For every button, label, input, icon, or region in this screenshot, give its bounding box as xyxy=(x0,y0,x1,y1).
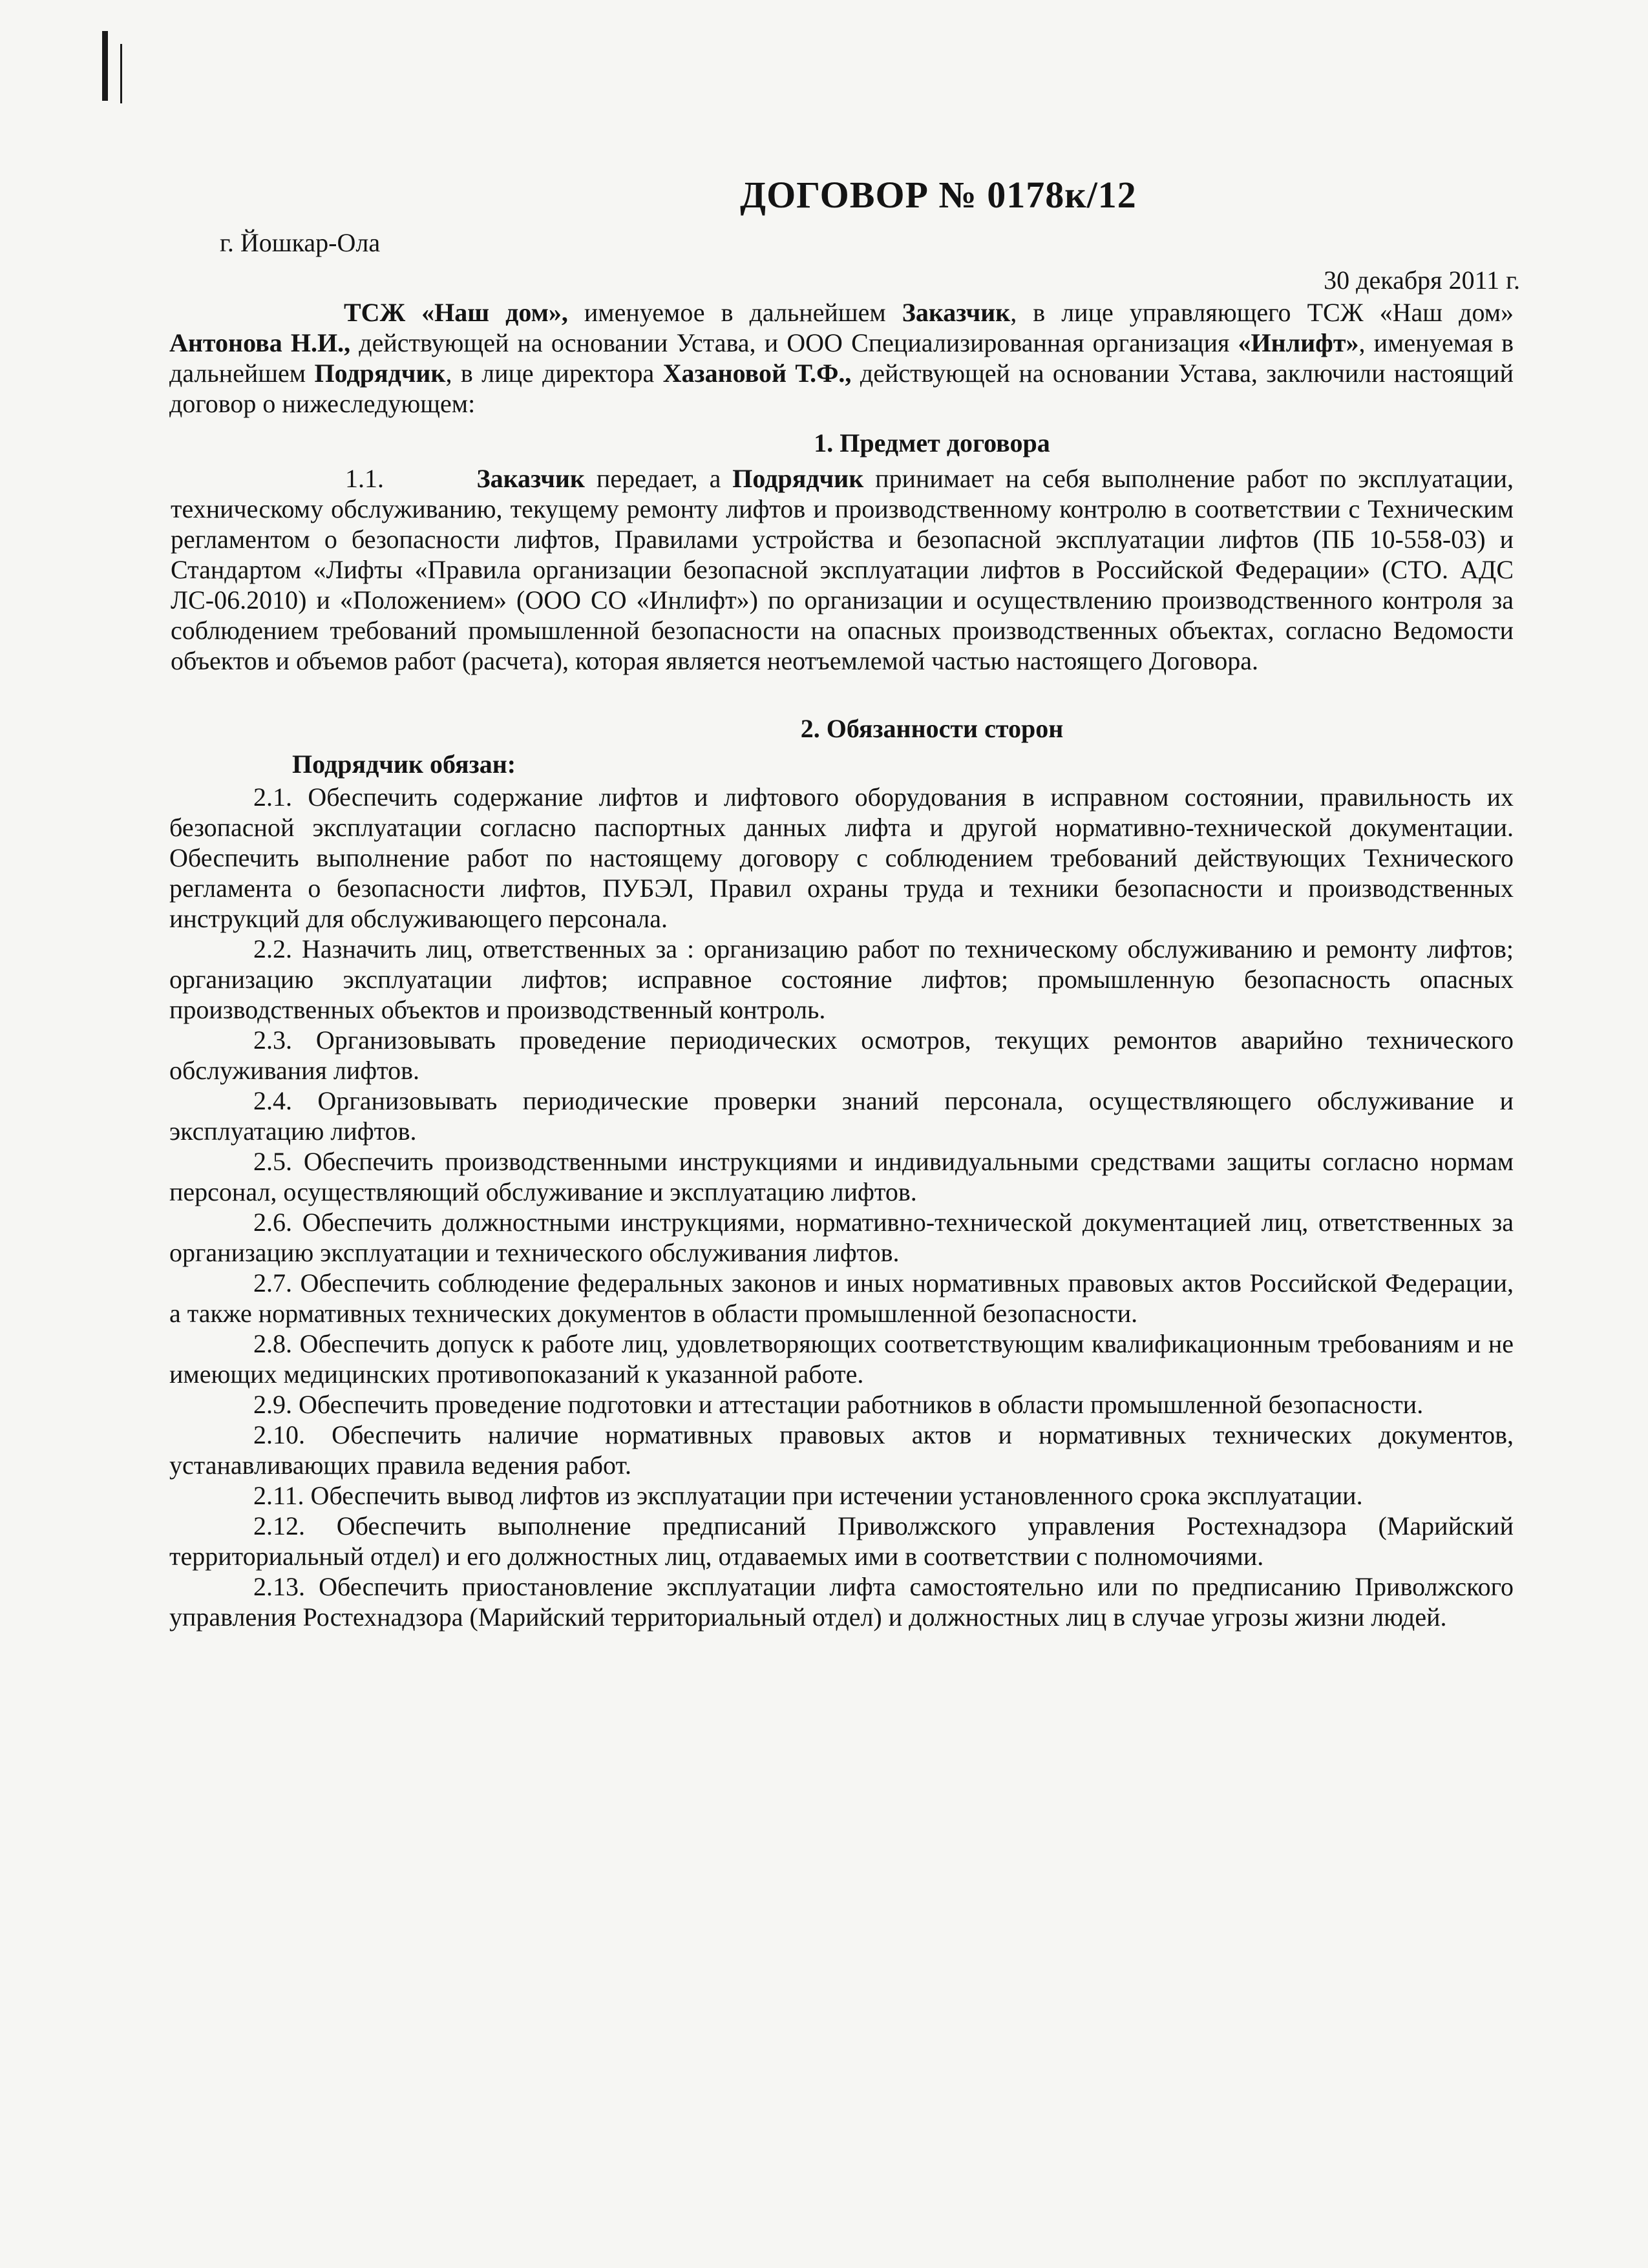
clause-1-1: 1.1. Заказчик передает, а Подрядчик принимает на себя выполнение работ по эксплуатации, техническому обслуживанию, текущему ремонту лифтов и производственному контролю в соответствии с Техническим регламентом о безопасности лифтов, Правилами устройства и безопасной эксплуатации лифтов (ПБ 10-558-03) и Стандартом «Лифты «Правила организации безопасной эксплуатации лифтов в Российской Федерации» (СТО. АДС ЛС-06.2010) и «Положением» (ООО СО «Инлифт») по организации и осуществлению производственного контроля за соблюдением требований промышленной безопасности на опасных производственных объектах, согласно Ведомости объектов и объемов работ (расчета), которая является неотъемлемой частью настоящего Договора. xyxy=(171,464,1514,675)
clause-2-10: 2.10. Обеспечить наличие нормативных правовых актов и нормативных технических документов, устанавливающих правила ведения работ. xyxy=(169,1420,1514,1480)
contractor-representative: Хазановой Т.Ф., xyxy=(662,359,852,388)
document-title: ДОГОВОР № 0178к/12 xyxy=(740,174,1137,216)
clause-2-3: 2.3. Организовывать проведение периодических осмотров, текущих ремонтов аварийно технического обслуживания лифтов. xyxy=(169,1025,1514,1085)
customer-term: Заказчик xyxy=(902,298,1011,327)
clause-2-9: 2.9. Обеспечить проведение подготовки и аттестации работников в области промышленной безопасности. xyxy=(253,1390,1424,1419)
clause-2-2: 2.2. Назначить лиц, ответственных за : организацию работ по техническому обслуживанию и ремонту лифтов; организацию эксплуатации лифтов; исправное состояние лифтов; промышленную безопасность опасных производственных объектов и производственный контроль. xyxy=(169,934,1514,1024)
binder-mark xyxy=(102,31,108,101)
clause-2-11: 2.11. Обеспечить вывод лифтов из эксплуатации при истечении установленного срока эксплуатации. xyxy=(253,1481,1363,1510)
party1-name: ТСЖ «Наш дом», xyxy=(344,298,568,327)
clause-2-5: 2.5. Обеспечить производственными инструкциями и индивидуальными средствами защиты согласно нормам персонал, осуществляющий обслуживание и эксплуатацию лифтов. xyxy=(169,1147,1514,1206)
clause-2-8: 2.8. Обеспечить допуск к работе лиц, удовлетворяющих соответствующим квалификационным требованиям и не имеющих медицинских противопоказаний к указанной работе. xyxy=(169,1329,1514,1389)
city: г. Йошкар-Ола xyxy=(220,228,381,257)
clause-list xyxy=(169,782,1514,1632)
customer-representative: Антонова Н.И., xyxy=(169,328,351,357)
binder-mark-thin xyxy=(120,44,122,103)
section-2-title: 2. Обязанности сторон xyxy=(800,714,1064,743)
clause-2-13: 2.13. Обеспечить приостановление эксплуатации лифта самостоятельно или по предписанию Приволжского управления Ростехнадзора (Марийский территориальный отдел) и должностных лиц в случае угрозы жизни людей. xyxy=(169,1572,1514,1632)
clause-2-1: 2.1. Обеспечить содержание лифтов и лифтового оборудования в исправном состоянии, правильность их безопасной эксплуатации согласно паспортных данных лифта и другой нормативно-технической документации. Обеспечить выполнение работ по настоящему договору с соблюдением требований действующих Технического регламента о безопасности лифтов, ПУБЭЛ, Правил охраны труда и техники безопасности и производственных инструкций для обслуживающего персонала. xyxy=(169,782,1514,933)
clause-2-12: 2.12. Обеспечить выполнение предписаний Приволжского управления Ростехнадзора (Марийский территориальный отдел) и его должностных лиц, отдаваемых ими в соответствии с полномочиями. xyxy=(169,1511,1514,1571)
preamble: ТСЖ «Наш дом», именуемое в дальнейшем Заказчик, в лице управляющего ТСЖ «Наш дом» Антонова Н.И., действующей на основании Устава, и ООО Специализированная организация «Инлифт», именуемая в дальнейшем Подрядчик, в лице директора Хазановой Т.Ф., действующей на основании Устава, заключили настоящий договор о нижеследующем: xyxy=(169,298,1514,418)
section-1-title: 1. Предмет договора xyxy=(814,428,1050,457)
clause-2-7: 2.7. Обеспечить соблюдение федеральных законов и иных нормативных правовых актов Российской Федерации, а также нормативных технических документов в области промышленной безопасности. xyxy=(169,1268,1514,1328)
header-row xyxy=(169,227,1520,295)
contractor-term: Подрядчик xyxy=(314,359,446,388)
document-page xyxy=(169,174,1520,1632)
clause-2-6: 2.6. Обеспечить должностными инструкциями, нормативно-технической документацией лиц, ответственных за организацию эксплуатации и технического обслуживания лифтов. xyxy=(169,1208,1514,1267)
clause-2-4: 2.4. Организовывать периодические проверки знаний персонала, осуществляющего обслуживание и эксплуатацию лифтов. xyxy=(169,1086,1514,1146)
contractor-obligations-heading: Подрядчик обязан: xyxy=(292,750,516,779)
contract-date: 30 декабря 2011 г. xyxy=(1324,266,1520,295)
party2-name: «Инлифт» xyxy=(1238,328,1359,357)
